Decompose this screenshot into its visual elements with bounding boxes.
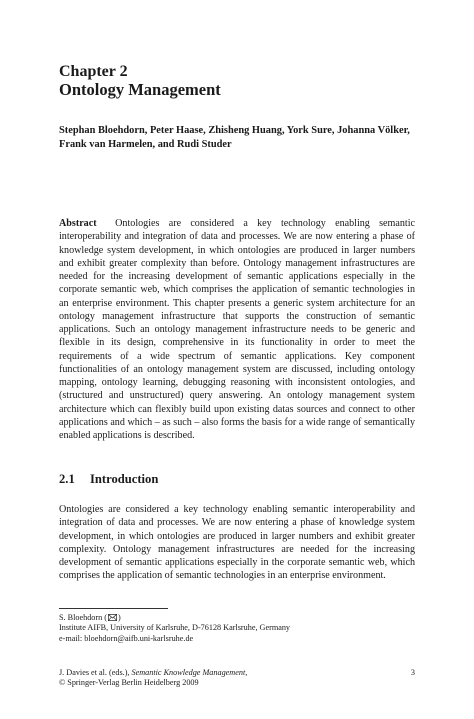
abstract-text: Ontologies are considered a key technology enabling semantic interoperability and integration of data and processes. We are now entering a phase of knowledge system development, in which ontologies are produced in larger numbers and exhibit greater complexity than before. Ontology management infrastructures are needed for the increasing development of semantic applications especially in the corporate semantic web, which comprises the application of semantic technologies in an enterprise environment. This chapter presents a generic system architecture for an ontology management infrastructure that supports the construction of semantic applications. Such an ontology management infrastructure needs to be generic and flexible in its design, comprehensive in its functionality in order to meet the requirements of a wide spectrum of semantic applications. Key component functionalities of an ontology management system are discussed, including ontology mapping, ontology learning, debugging reasoning with inconsistent ontologies, and (structured and unstructured) query answering. An ontology management system architecture which can flexibly build upon existing datas sources and connect to other applications and which – as such – also forms the basis for a wide range of semantically enabled applications is described. bbox=[59, 218, 416, 441]
abstract bbox=[59, 217, 415, 442]
paper-page bbox=[59, 0, 415, 719]
page-number: 3 bbox=[410, 668, 415, 677]
introduction-paragraph: Ontologies are considered a key technology enabling semantic interoperability and integration of data and processes. We are now entering a phase of knowledge system development, in which ontologies are produced in larger numbers and exhibit greater complexity. Ontology management infrastructures are needed for the increasing development of semantic applications especially in the corporate semantic web, which comprises the application of semantic technologies in an enterprise environment. bbox=[59, 504, 415, 582]
citation-suffix: , bbox=[245, 668, 248, 677]
abstract-label: Abstract bbox=[59, 218, 97, 229]
footer-citation-line bbox=[59, 668, 415, 678]
section-heading bbox=[59, 471, 158, 487]
section-title: Introduction bbox=[90, 472, 159, 486]
envelope-icon bbox=[108, 614, 117, 621]
section-number: 2.1 bbox=[59, 472, 75, 486]
footnote-email: e-mail: bloehdorn@aifb.uni-karlsruhe.de bbox=[59, 633, 194, 643]
author-list: Stephan Bloehdorn, Peter Haase, Zhisheng Huang, York Sure, Johanna Völker, Frank van Harmelen, and Rudi Studer bbox=[59, 125, 410, 150]
page-footer bbox=[59, 668, 415, 689]
footnote-author: S. Bloehdorn ( bbox=[59, 613, 107, 622]
footer-citation bbox=[59, 668, 415, 689]
chapter-label: Chapter 2 bbox=[59, 63, 128, 80]
citation-prefix: J. Davies et al. (eds.), bbox=[59, 668, 132, 677]
footnote-author-line bbox=[59, 613, 415, 623]
footer-copyright: © Springer-Verlag Berlin Heidelberg 2009 bbox=[59, 678, 199, 688]
footnote-author-close: ) bbox=[118, 613, 121, 622]
book-title: Semantic Knowledge Management bbox=[131, 668, 246, 677]
chapter-title: Ontology Management bbox=[59, 80, 221, 99]
footnote-rule bbox=[59, 608, 168, 609]
footnote bbox=[59, 613, 415, 644]
footnote-institute: Institute AIFB, University of Karlsruhe, D-76128 Karlsruhe, Germany bbox=[59, 623, 291, 633]
